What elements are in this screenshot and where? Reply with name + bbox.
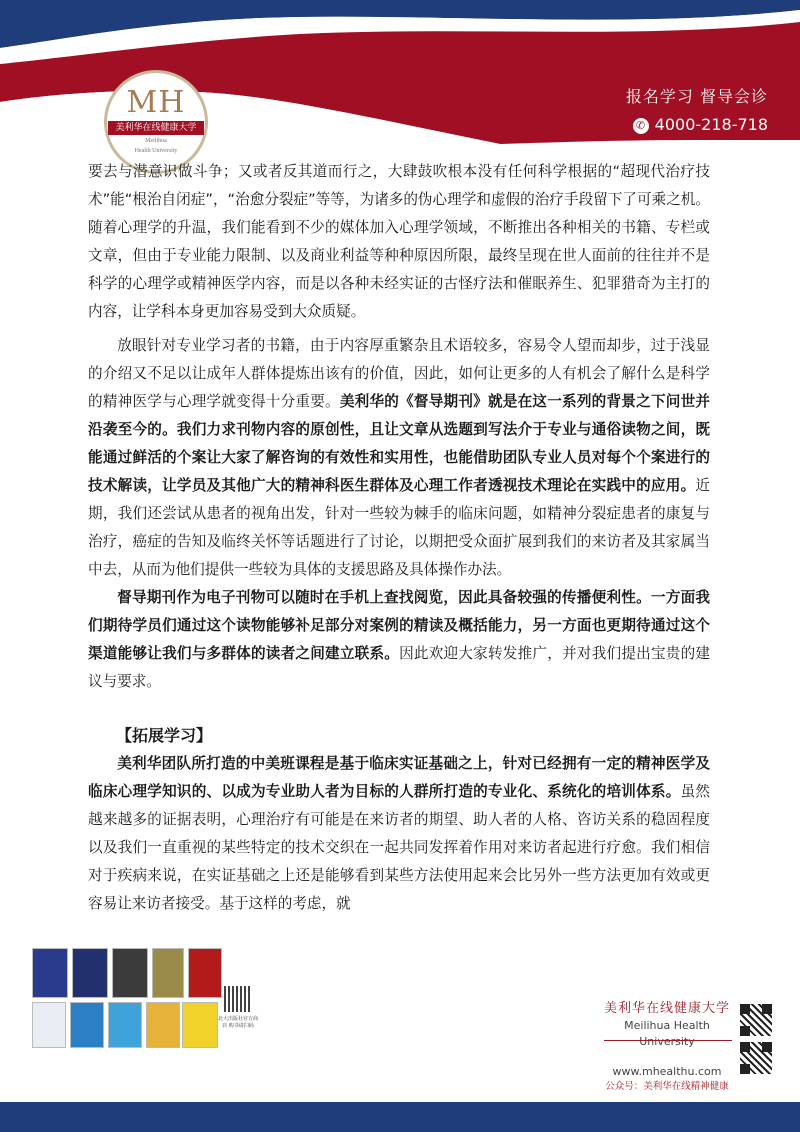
paragraph-2-bold: 美利华的《督导期刊》就是在这一系列的背景之下问世并沿袭至今的。我们力求刊物内容的原创性，且让文章从选题到写法介于专业与通俗读物之间，既能通过鲜活的个案让大家了解咨询的有效性和实用性，也能借助团队专业人员对每个个案进行的技术解读，让学员及其他广大的精神科医生群体及心理工作者透视技术理论在实践中的应用。 (88, 393, 710, 494)
paragraph-2-text-a: 放眼针对专业学习者的书籍，由于内容厚重繁杂且术语较多，容易令人望而却步，过于浅显的介绍又不足以让成年人群体提炼出该有的价值，因此，如何让更多的人有机会了解什么是科学的精神医学与心理学就变得十分重要。 (88, 337, 710, 410)
book-cover (152, 948, 184, 998)
book-cover (112, 948, 148, 998)
section-heading: 【拓展学习】 (116, 726, 213, 745)
phone-icon: ✆ (633, 118, 649, 134)
logo-subtitle-2: Health University (134, 148, 178, 154)
logo-ribbon: 美利华在线健康大学 (108, 121, 204, 135)
book-cover (146, 1002, 180, 1048)
wechat-qr-code[interactable] (740, 1042, 772, 1074)
paragraph-3-text: 因此欢迎大家转发推广，并对我们提出宝贵的建议与要求。 (88, 645, 710, 690)
header-phone[interactable] (626, 114, 768, 136)
paragraph-3 (88, 584, 710, 696)
header-contact (626, 86, 768, 136)
paragraph-2-text-c: 近期，我们还尝试从患者的视角出发，针对一些较为棘手的临床问题，如精神分裂症患者的康复与治疗，癌症的告知及临终关怀等话题进行了讨论，以期把受众面扩展到我们的来访者及其家属当中去，从而为他们提供一些较为具体的支援思路及具体操作办法。 (88, 477, 710, 578)
header-tagline: 报名学习 督导会诊 (625, 87, 768, 106)
book-cover (188, 948, 222, 998)
book-cover (70, 1002, 104, 1048)
paragraph-4 (88, 750, 710, 918)
book-cover (32, 1002, 66, 1048)
phone-number: 4000-218-718 (654, 115, 768, 134)
brand-name-en: Meilihua Health University (624, 1019, 710, 1048)
logo-mark: MH (126, 85, 186, 120)
book-cover (32, 948, 68, 998)
footer-divider (604, 1040, 732, 1041)
paragraph-4-text: 虽然越来越多的证据表明，心理治疗有可能是在来访者的期望、助人者的人格、咨访关系的稳固程度以及我们一直重视的某些特定的技术交织在一起共同发挥着作用对来访者起进行疗愈。我们相信对于疾病来说，在实证基础之上还是能够看到某些方法使用起来会比另外一些方法更加有效或更容易让来访者接受。基于这样的考虑，就 (88, 783, 710, 912)
brand-name-cn: 美利华在线健康大学 (603, 1001, 730, 1016)
book-cover (108, 1002, 142, 1048)
bookstore-qr-code[interactable] (224, 986, 250, 1012)
paragraph-4-bold: 美利华团队所打造的中美班课程是基于临床实证基础之上，针对已经拥有一定的精神医学及临床心理学知识的、以成为专业助人者为目标的人群所打造的专业化、系统化的培训体系。 (88, 755, 710, 800)
website-qr-code[interactable] (740, 1004, 772, 1036)
paragraph-3-bold: 督导期刊作为电子刊物可以随时在手机上查找阅览，因此具备较强的传播便利性。一方面我们期待学员们通过这个读物能够补足部分对案例的精读及概括能力，另一方面也更期待通过这个渠道能够让我们与多群体的读者之间建立联系。 (88, 589, 710, 662)
book-collage (32, 948, 259, 1048)
article-body (88, 158, 710, 918)
logo-subtitle-1: Meilihua (145, 138, 167, 144)
brand-wechat: 公众号：美利华在线精神健康 (605, 1081, 729, 1092)
book-cover (182, 1002, 218, 1048)
footer-bar (0, 1102, 800, 1132)
brand-url[interactable]: www.mhealthu.com (612, 1065, 722, 1078)
paragraph-1: 要去与潜意识做斗争；又或者反其道而行之，大肆鼓吹根本没有任何科学根据的“超现代治疗技术”能“根治自闭症”，“治愈分裂症”等等，为诸多的伪心理学和虚假的治疗手段留下了可乘之机。随着心理学的升温，我们能看到不少的媒体加入心理学领域，不断推出各种相关的书籍、专栏或文章，但由于专业能力限制、以及商业利益等种种原因所限，最终呈现在世人面前的往往并不是科学的心理学或精神医学内容，而是以各种未经实证的古怪疗法和催眠养生、犯罪猎奇为主打的内容，让学科本身更加容易受到大众质疑。 (88, 163, 710, 320)
bookstore-qr-caption: 北大出版社官方商店 购书请扫码 (218, 1016, 259, 1029)
footer-brand (600, 1000, 734, 1094)
book-cover (72, 948, 108, 998)
paragraph-2 (88, 332, 710, 584)
